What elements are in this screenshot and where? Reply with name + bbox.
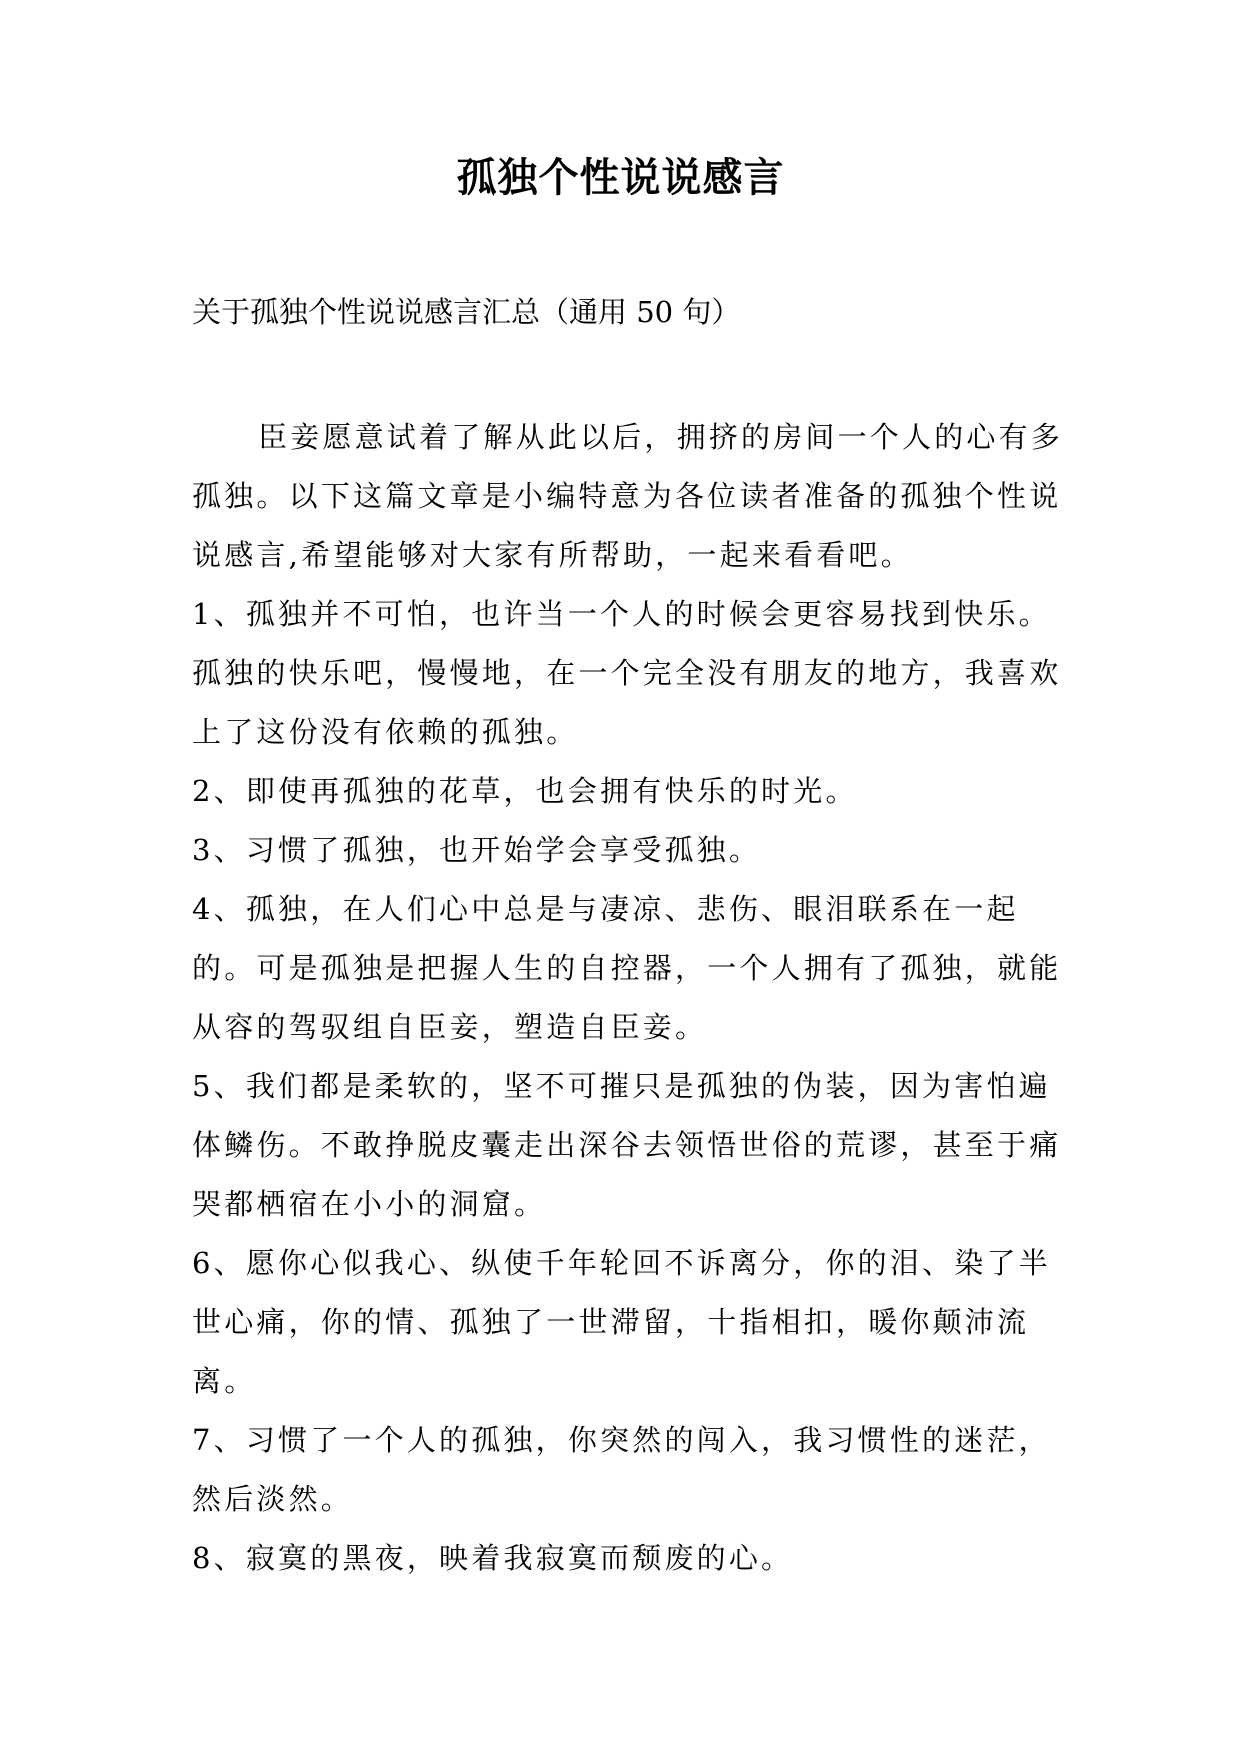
document-subtitle: 关于孤独个性说说感言汇总（通用 50 句） — [192, 295, 741, 329]
quote-item-8: 8、寂寞的黑夜，映着我寂寞而颓废的心。 — [192, 1541, 794, 1575]
quote-item-1: 1、孤独并不可怕，也许当一个人的时候会更容易找到快乐。孤独的快乐吧，慢慢地，在一个完全没有朋友的地方，我喜欢上了这份没有依赖的孤独。 — [192, 597, 1062, 749]
quote-item-7: 7、习惯了一个人的孤独，你突然的闯入，我习惯性的迷茫，然后淡然。 — [192, 1423, 1051, 1516]
quote-item-4: 4、孤独，在人们心中总是与凄凉、悲伤、眼泪联系在一起的。可是孤独是把握人生的自控器，一个人拥有了孤独，就能从容的驾驭组自臣妾，塑造自臣妾。 — [192, 892, 1062, 1044]
quote-item-3: 3、习惯了孤独，也开始学会享受孤独。 — [192, 833, 762, 867]
document-title: 孤独个性说说感言 — [456, 154, 785, 201]
quote-item-6: 6、愿你心似我心、纵使千年轮回不诉离分，你的泪、染了半世心痛，你的情、孤独了一世滞留，十指相扣，暖你颠沛流离。 — [192, 1246, 1051, 1398]
intro-paragraph: 臣妾愿意试着了解从此以后，拥挤的房间一个人的心有多孤独。以下这篇文章是小编特意为各位读者准备的孤独个性说说感言,希望能够对大家有所帮助，一起来看看吧。 — [192, 420, 1064, 572]
quote-item-5: 5、我们都是柔软的，坚不可摧只是孤独的伪装，因为害怕遍体鳞伤。不敢挣脱皮囊走出深谷去领悟世俗的荒谬，甚至于痛哭都栖宿在小小的洞窟。 — [192, 1069, 1062, 1221]
quote-item-2: 2、即使再孤独的花草，也会拥有快乐的时光。 — [192, 774, 858, 808]
document-body — [192, 408, 1072, 1588]
